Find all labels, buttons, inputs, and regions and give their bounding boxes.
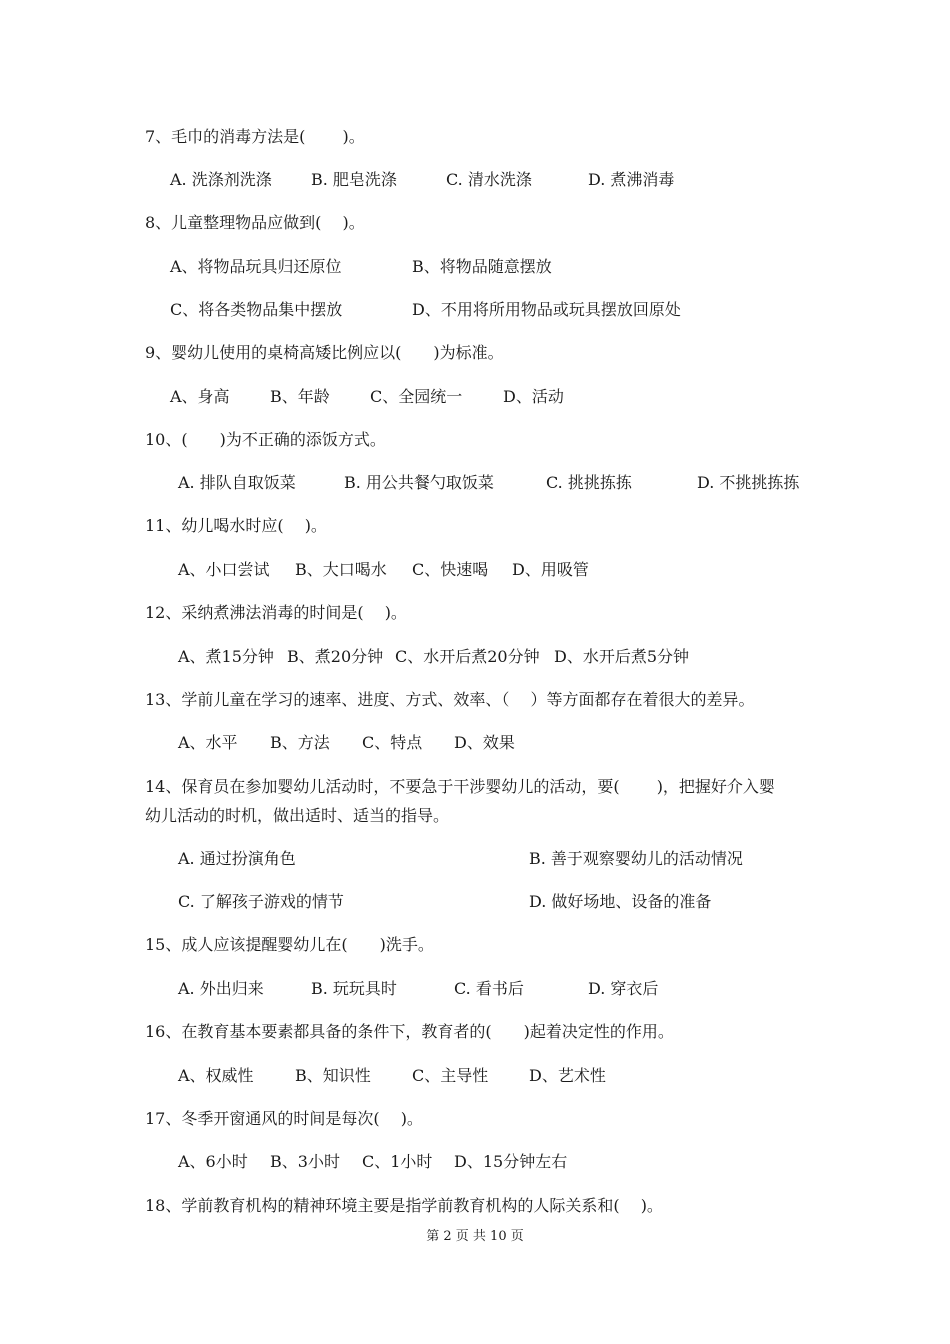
q7-option-b: B. 肥皂洗涤 (311, 170, 397, 189)
q17-option-a: A、6小时 (178, 1152, 248, 1171)
q13-option-a: A、水平 (178, 733, 238, 752)
q13-option-b: B、方法 (270, 733, 330, 752)
q11-option-a: A、小口尝试 (178, 560, 270, 579)
question-14-stem: 14、保育员在参加婴幼儿活动时，不要急于干涉婴幼儿的活动，要( )，把握好介入婴 (145, 777, 775, 796)
q10-option-a: A. 排队自取饭菜 (178, 473, 296, 492)
q11-option-c: C、快速喝 (412, 560, 489, 579)
q12-option-a: A、煮15分钟 (178, 647, 274, 666)
q17-option-c: C、1小时 (362, 1152, 433, 1171)
q8-option-c: C、将各类物品集中摆放 (170, 300, 343, 319)
question-13-stem: 13、学前儿童在学习的速率、进度、方式、效率、（ ）等方面都存在着很大的差异。 (145, 690, 755, 709)
q8-option-a: A、将物品玩具归还原位 (170, 257, 342, 276)
question-16-stem: 16、在教育基本要素都具备的条件下，教育者的( )起着决定性的作用。 (145, 1022, 674, 1041)
q17-option-b: B、3小时 (270, 1152, 340, 1171)
q15-option-a: A. 外出归来 (178, 979, 264, 998)
q14-option-a: A. 通过扮演角色 (178, 849, 296, 868)
q14-option-c: C. 了解孩子游戏的情节 (178, 892, 344, 911)
question-14-stem-continued: 幼儿活动的时机，做出适时、适当的指导。 (145, 806, 450, 825)
page-footer: 第 2 页 共 10 页 (426, 1229, 524, 1244)
q7-option-c: C. 清水洗涤 (446, 170, 532, 189)
q15-option-b: B. 玩玩具时 (311, 979, 397, 998)
q17-option-d: D、15分钟左右 (454, 1152, 568, 1171)
q8-option-b: B、将物品随意摆放 (412, 257, 552, 276)
q12-option-c: C、水开后煮20分钟 (395, 647, 540, 666)
q16-option-c: C、主导性 (412, 1066, 489, 1085)
question-17-stem: 17、冬季开窗通风的时间是每次( )。 (145, 1109, 423, 1128)
q12-option-d: D、水开后煮5分钟 (554, 647, 690, 666)
q7-option-a: A. 洗涤剂洗涤 (170, 170, 272, 189)
question-8-stem: 8、儿童整理物品应做到( )。 (145, 213, 365, 232)
question-9-stem: 9、婴幼儿使用的桌椅高矮比例应以( )为标准。 (145, 343, 504, 362)
q9-option-d: D、活动 (503, 387, 564, 406)
q13-option-c: C、特点 (362, 733, 423, 752)
q16-option-b: B、知识性 (295, 1066, 371, 1085)
q15-option-d: D. 穿衣后 (588, 979, 659, 998)
question-18-stem: 18、学前教育机构的精神环境主要是指学前教育机构的人际关系和( )。 (145, 1196, 663, 1215)
question-10-stem: 10、( )为不正确的添饭方式。 (145, 430, 386, 449)
question-11-stem: 11、幼儿喝水时应( )。 (145, 516, 327, 535)
question-12-stem: 12、采纳煮沸法消毒的时间是( )。 (145, 603, 407, 622)
q14-option-b: B. 善于观察婴幼儿的活动情况 (529, 849, 743, 868)
q10-option-c: C. 挑挑拣拣 (546, 473, 632, 492)
q11-option-d: D、用吸管 (512, 560, 589, 579)
q10-option-b: B. 用公共餐勺取饭菜 (344, 473, 494, 492)
q10-option-d: D. 不挑挑拣拣 (697, 473, 800, 492)
q15-option-c: C. 看书后 (454, 979, 524, 998)
q9-option-b: B、年龄 (270, 387, 330, 406)
q8-option-d: D、不用将所用物品或玩具摆放回原处 (412, 300, 681, 319)
q11-option-b: B、大口喝水 (295, 560, 387, 579)
q16-option-d: D、艺术性 (529, 1066, 606, 1085)
q9-option-a: A、身高 (170, 387, 230, 406)
q13-option-d: D、效果 (454, 733, 515, 752)
question-7-stem: 7、毛巾的消毒方法是( )。 (145, 127, 365, 146)
question-15-stem: 15、成人应该提醒婴幼儿在( )洗手。 (145, 935, 434, 954)
q12-option-b: B、煮20分钟 (287, 647, 384, 666)
q9-option-c: C、全园统一 (370, 387, 463, 406)
q7-option-d: D. 煮沸消毒 (588, 170, 675, 189)
q14-option-d: D. 做好场地、设备的准备 (529, 892, 712, 911)
q16-option-a: A、权威性 (178, 1066, 254, 1085)
